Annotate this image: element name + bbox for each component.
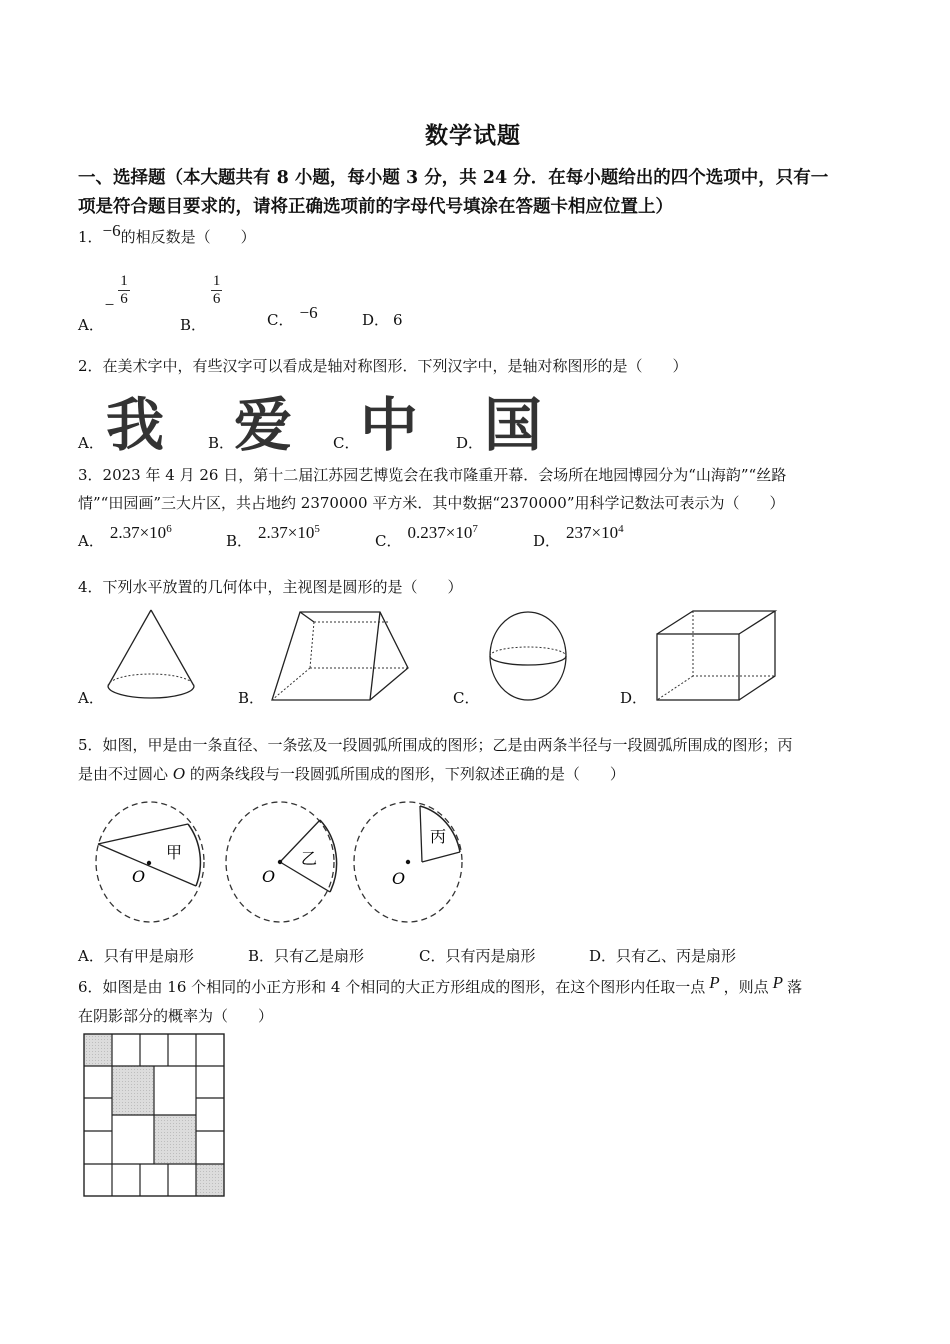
grid-shade-big-1 [112, 1066, 154, 1115]
q3-option-b-label: B． [226, 532, 253, 550]
q1-option-b-label: B． [180, 316, 207, 334]
q5-line2-a: 是由不过圆心 [78, 765, 173, 783]
q2-option-d-char: 国 [484, 391, 543, 459]
q2-option-c-char: 中 [360, 391, 419, 459]
cone-base-front [108, 686, 194, 698]
q1-option-b [180, 273, 222, 334]
q5-option-c-label: C． [419, 947, 446, 965]
question-4-stem: 4．下列水平放置的几何体中，主视图是圆形的是（ ） [78, 578, 463, 596]
bing-center-dot [406, 860, 410, 864]
q3-option-a-base: 2.37×10 [109, 523, 167, 542]
jia-arc [188, 824, 200, 886]
circle-figure-jia [94, 800, 206, 924]
grid-shade-top-left [84, 1034, 112, 1066]
q1-option-a [78, 273, 130, 334]
q1-option-d-label: D． [362, 311, 390, 329]
yi-label: 乙 [301, 849, 318, 868]
question-3-line1: 3．2023 年 4 月 26 日，第十二届江苏园艺博览会在我市隆重开幕．会场所在地园博园分为“山海韵”“丝路 [78, 466, 787, 484]
q3-option-a-exp: 6 [166, 523, 172, 535]
q1-option-a-label: A． [78, 316, 104, 334]
q5-option-a-text: 只有甲是扇形 [103, 947, 194, 965]
cuboid-hidden-edge-diag [657, 676, 693, 700]
cuboid-figure [655, 608, 777, 702]
jia-center-dot [147, 861, 151, 865]
q1-option-c-value: −6 [299, 303, 318, 322]
question-2-stem: 2．在美术字中，有些汉字可以看成是轴对称图形．下列汉字中，是轴对称图形的是（ ） [78, 357, 688, 375]
q1-option-b-num: 1 [212, 273, 221, 289]
question-5-line2 [78, 763, 625, 784]
cone-figure [105, 608, 197, 704]
q2-option-a-char: 我 [106, 391, 165, 459]
q3-option-c [375, 522, 478, 550]
q1-option-d-value: 6 [393, 311, 403, 329]
sphere-equator-back [490, 647, 566, 656]
q5-option-c-text: 只有丙是扇形 [445, 947, 536, 965]
q3-option-d [533, 522, 624, 550]
q6-line1-a: 6．如图是由 16 个相同的小正方形和 4 个相同的大正方形组成的图形，在这个图形内任取一点 [78, 978, 706, 996]
bing-segment-1 [420, 806, 422, 862]
q1-option-a-num: 1 [120, 273, 128, 289]
jia-center-label: O [132, 867, 146, 886]
q2-option-a-label: A． [78, 434, 104, 452]
q3-option-c-base: 0.237×10 [407, 523, 473, 542]
q6-line1-c: 落 [787, 978, 803, 996]
q1-option-c-label: C． [267, 311, 294, 329]
q5-option-c [419, 945, 536, 966]
q5-option-d [589, 945, 736, 966]
q6-line1-b: ，则点 [723, 978, 769, 996]
jia-chord [98, 824, 188, 844]
question-5-line1: 5．如图，甲是由一条直径、一条弦及一段圆弧所围成的图形；乙是由两条半径与一段圆弧所围成的图形；丙 [78, 736, 793, 754]
question-1-stem [78, 221, 256, 247]
q5-option-a [78, 945, 194, 966]
q2-option-b-label: B． [208, 434, 235, 452]
q3-option-d-exp: 4 [618, 523, 624, 535]
q1-option-d [362, 309, 403, 330]
q2-option-d-label: D． [456, 434, 484, 452]
grid-shade-big-2 [154, 1115, 196, 1164]
question-6-line1 [78, 973, 803, 997]
q1-option-c [267, 302, 318, 329]
q6-point-p1: P [709, 973, 720, 992]
yi-center-label: O [262, 867, 276, 886]
q4-option-a-label: A． [78, 689, 104, 707]
q6-point-p2: P [772, 973, 784, 992]
sphere-equator-front [490, 656, 566, 665]
bing-segment-2 [422, 852, 460, 862]
section-heading-line2: 项是符合题目要求的，请将正确选项前的字母代号填涂在答题卡相应位置上） [78, 197, 673, 217]
sphere-figure [488, 610, 568, 702]
frustum-front-face [272, 612, 408, 700]
frustum-hidden-2 [310, 622, 314, 668]
q5-option-b-label: B． [248, 947, 275, 965]
cuboid-front-face [657, 634, 739, 700]
page-title: 数学试题 [425, 122, 521, 149]
cuboid-top-face [657, 611, 775, 634]
question-6-line2: 在阴影部分的概率为（ ） [78, 1007, 274, 1025]
q4-option-c-label: C． [453, 689, 480, 707]
q5-center-o: O [172, 764, 186, 783]
q1-suffix: 的相反数是（ ） [120, 228, 256, 246]
jia-label: 甲 [166, 843, 183, 862]
q5-option-b [248, 945, 364, 966]
bing-label: 丙 [430, 827, 447, 846]
q1-option-b-den: 6 [212, 290, 221, 307]
bing-center-label: O [392, 869, 406, 888]
sphere-outline [490, 612, 566, 700]
q3-option-b-base: 2.37×10 [258, 523, 315, 542]
q1-option-a-fraction [118, 273, 130, 307]
q1-option-a-den: 6 [120, 290, 128, 307]
frustum-edge-right [370, 612, 380, 700]
cuboid-right-face [739, 611, 775, 700]
cuboid-hidden-edges [693, 611, 775, 676]
q3-option-c-exp: 7 [472, 523, 478, 535]
q1-prefix: 1． [78, 228, 103, 246]
q3-option-b [226, 522, 320, 550]
grid-figure [83, 1033, 225, 1197]
cone-base-back [108, 674, 194, 686]
q1-option-b-fraction [211, 273, 223, 307]
q3-option-d-label: D． [533, 532, 561, 550]
question-3-line2: 情”“田园画”三大片区，共占地约 2370000 平方米．其中数据“2370000”用科学记数法可表示为（ ） [78, 494, 785, 512]
circle-figure-yi [224, 800, 336, 924]
q1-option-a-sign: − [104, 295, 115, 314]
q2-option-c-label: C． [333, 434, 360, 452]
q3-option-a [78, 522, 172, 550]
q3-option-d-base: 237×10 [566, 523, 619, 542]
q3-option-b-exp: 5 [314, 523, 320, 535]
yi-center-dot [278, 860, 282, 864]
q3-option-c-label: C． [375, 532, 402, 550]
q4-option-d-label: D． [620, 689, 648, 707]
q4-option-b-label: B． [238, 689, 265, 707]
q5-option-d-label: D． [589, 947, 617, 965]
q5-option-d-text: 只有乙、丙是扇形 [616, 947, 737, 965]
q5-line2-b: 的两条线段与一段圆弧所围成的图形，下列叙述正确的是（ ） [185, 765, 625, 783]
circle-figure-bing [352, 800, 464, 924]
q5-option-a-label: A． [78, 947, 104, 965]
q1-expr: −6 [102, 221, 121, 240]
q3-option-a-label: A． [78, 532, 104, 550]
frustum-figure [270, 608, 410, 702]
frustum-edge-top [300, 612, 314, 622]
q2-option-b-char: 爱 [234, 391, 293, 459]
section-heading-line1: 一、选择题（本大题共有 8 小题，每小题 3 分，共 24 分．在每小题给出的四个选项中，只有一 [78, 168, 829, 188]
q5-option-b-text: 只有乙是扇形 [274, 947, 365, 965]
grid-shade-bottom-right [196, 1164, 224, 1196]
